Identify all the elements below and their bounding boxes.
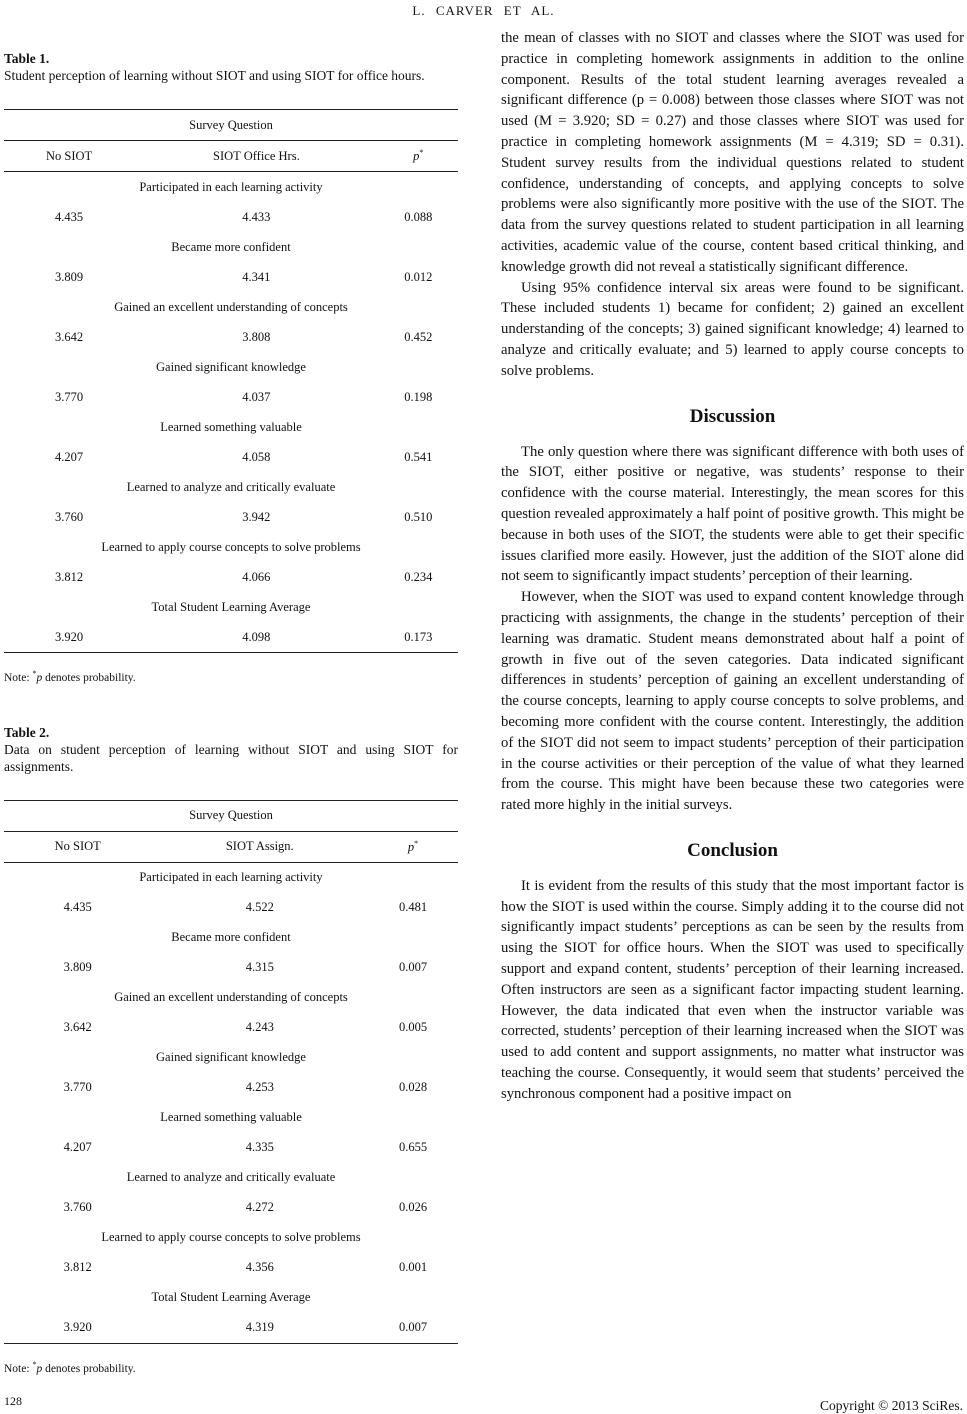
siot-value: 4.341 <box>242 269 271 284</box>
column-header-label: p <box>407 839 415 854</box>
p-value: 0.510 <box>404 509 433 524</box>
no-siot-value: 3.809 <box>55 269 84 284</box>
page-number: 128 <box>4 1394 22 1408</box>
note-mark: * <box>32 1359 37 1369</box>
no-siot-value: 3.642 <box>63 1020 92 1035</box>
note-prefix: Note: <box>4 671 33 684</box>
siot-value: 4.058 <box>242 449 271 464</box>
column-header-label: p <box>413 149 420 164</box>
p-value: 0.028 <box>398 1080 428 1095</box>
column-header <box>4 831 151 862</box>
no-siot-value: 3.760 <box>55 509 84 524</box>
question-row <box>4 472 458 502</box>
question-row <box>4 923 458 953</box>
table-note <box>4 669 458 684</box>
p-value: 0.173 <box>379 622 458 653</box>
note-text: denotes probability. <box>42 671 136 684</box>
column-header-label: No SIOT <box>45 148 93 163</box>
column-header <box>368 831 458 862</box>
survey-question: Learned something valuable <box>160 1110 302 1125</box>
table-caption: Data on student perception of learning without SIOT and using SIOT for assignments. <box>4 741 458 774</box>
note-p: p <box>36 671 43 684</box>
siot-value: 4.319 <box>151 1313 368 1344</box>
note-mark: * <box>32 669 37 678</box>
survey-question: Participated in each learning activity <box>139 179 323 194</box>
survey-question: Learned to analyze and critically evaluate <box>126 479 336 494</box>
left-column <box>4 50 458 1375</box>
p-mark: * <box>419 147 424 157</box>
siot-value: 4.356 <box>245 1260 274 1275</box>
table-2-block <box>4 724 458 1375</box>
p-value: 0.007 <box>398 960 428 975</box>
column-header-label: SIOT Assign. <box>225 839 294 854</box>
no-siot-value: 4.435 <box>55 209 84 224</box>
group-header: Survey Question <box>4 800 458 831</box>
table-label: Table 1. <box>4 51 50 66</box>
survey-question: Became more confident <box>171 239 291 254</box>
table-row <box>4 622 458 653</box>
column-header-row <box>4 831 458 862</box>
discussion-paragraph-2: However, when the SIOT was used to expand content knowledge through practicing with assignments, the change in the students’ perception of their learning was dramatic. Student means demonstrated about half a point of growth in five out of the seven categories. Data indicated significant differences in students’ perception of gaining an excellent understanding of the course concepts, learning to apply course concepts to solve problems, and becoming more confident with the course content. Interestingly, the addition of the SIOT did not seem to impact students’ perception of their participation in the course activities or their perception of the value of what they learned from the course. This might have been because these two categories were rated more highly in the initial surveys. <box>501 589 964 814</box>
siot-value: 4.315 <box>245 960 274 975</box>
conclusion-paragraph: It is evident from the results of this study that the most important factor is how the SIOT is used within the course. Simply adding it to the course did not significantly impact students’ perceptions as can be seen by the results from using the SIOT for office hours. When the SIOT was used to specifically support and expand content, students’ perception of their learning increased. Often instructors are seen as a significant factor impacting student learning. However, the data indicated that even when the instructor variable was corrected, students’ perception of their learning increased when the SIOT was used to add content and support assignments, no matter what instructor was teaching the course. Consequently, it would seem that students’ perceived the synchronous component had a positive impact on <box>501 877 964 1102</box>
no-siot-value: 3.809 <box>63 960 92 975</box>
question-row <box>4 292 458 322</box>
column-header <box>151 831 368 862</box>
table-caption: Student perception of learning without SIOT and using SIOT for office hours. <box>4 68 425 83</box>
p-value: 0.007 <box>368 1313 458 1344</box>
table-row <box>4 202 458 232</box>
column-header <box>379 141 458 172</box>
siot-value: 4.066 <box>242 569 271 584</box>
question-row <box>4 983 458 1013</box>
table-row <box>4 893 458 923</box>
table-1-block <box>4 50 458 684</box>
column-header-label: SIOT Office Hrs. <box>213 148 300 163</box>
p-value: 0.541 <box>404 449 433 464</box>
question-row <box>4 412 458 442</box>
siot-value: 4.253 <box>245 1080 274 1095</box>
note-text: denotes probability. <box>42 1362 136 1375</box>
no-siot-value: 3.920 <box>4 622 134 653</box>
p-value: 0.012 <box>404 269 433 284</box>
p-value: 0.655 <box>398 1140 428 1155</box>
siot-value: 4.335 <box>245 1140 274 1155</box>
p-value: 0.088 <box>404 209 433 224</box>
no-siot-value: 3.812 <box>63 1260 92 1275</box>
note-prefix: Note: <box>4 1362 33 1375</box>
question-row <box>4 1223 458 1253</box>
table-row <box>4 1133 458 1163</box>
running-head: L. CARVER ET AL. <box>412 3 555 18</box>
table-row <box>4 322 458 352</box>
siot-value: 4.433 <box>242 209 271 224</box>
no-siot-value: 3.770 <box>55 389 84 404</box>
no-siot-value: 4.207 <box>55 449 84 464</box>
copyright: Copyright © 2013 SciRes. <box>819 1398 963 1413</box>
question-row <box>4 1163 458 1193</box>
table-row <box>4 1313 458 1344</box>
table-row <box>4 1193 458 1223</box>
right-column <box>501 28 964 1105</box>
question-row <box>4 1103 458 1133</box>
survey-question: Total Student Learning Average <box>151 599 311 614</box>
table-label: Table 2. <box>4 724 50 740</box>
question-row <box>4 862 458 893</box>
survey-question: Gained an excellent understanding of concepts <box>114 990 348 1005</box>
data-table <box>4 109 458 653</box>
p-mark: * <box>414 838 419 848</box>
siot-value: 4.272 <box>245 1200 274 1215</box>
siot-value: 3.808 <box>242 329 271 344</box>
survey-question: Learned to apply course concepts to solve problems <box>101 1230 361 1245</box>
no-siot-value: 3.812 <box>55 569 84 584</box>
table-row <box>4 382 458 412</box>
question-row <box>4 232 458 262</box>
question-row <box>4 1043 458 1073</box>
results-paragraph-1: the mean of classes with no SIOT and classes where the SIOT was used for practice in completing homework assignments in addition to the online component. Results of the total student learning averages revealed a significant difference (p = 0.008) between those classes where SIOT was not used (M = 3.920; SD = 0.27) and those classes where SIOT was used for practice in completing homework assignments (M = 4.319; SD = 0.31). Student survey results from the individual questions related to student confidence, understanding of concepts, and applying concepts to solve problems were also significantly more positive with the use of the SIOT. The data from the survey questions related to student participation in all learning activities, academic value of the course, content based critical thinking, and knowledge growth did not reveal a statistically significant difference. <box>501 30 964 275</box>
column-header-label: No SIOT <box>54 839 101 854</box>
p-value: 0.198 <box>404 389 433 404</box>
table-row <box>4 1073 458 1103</box>
data-table <box>4 800 458 1344</box>
p-value: 0.234 <box>404 569 433 584</box>
siot-value: 4.098 <box>134 622 378 653</box>
question-row <box>4 532 458 562</box>
question-row <box>4 352 458 382</box>
column-header-row <box>4 141 458 172</box>
survey-question: Learned something valuable <box>160 419 302 434</box>
table-note <box>4 1360 458 1375</box>
group-header-row <box>4 800 458 831</box>
column-header <box>4 141 134 172</box>
table-row <box>4 1253 458 1283</box>
p-value: 0.452 <box>404 329 433 344</box>
survey-question: Became more confident <box>171 930 291 945</box>
note-p: p <box>36 1362 43 1375</box>
p-value: 0.026 <box>398 1200 428 1215</box>
question-row <box>4 1283 458 1313</box>
no-siot-value: 3.920 <box>4 1313 151 1344</box>
survey-question: Gained significant knowledge <box>156 359 306 374</box>
question-row <box>4 592 458 622</box>
question-row <box>4 172 458 203</box>
p-value: 0.001 <box>398 1260 428 1275</box>
survey-question: Learned to apply course concepts to solve problems <box>101 539 361 554</box>
group-header: Survey Question <box>4 110 458 141</box>
group-header-row <box>4 110 458 141</box>
results-paragraph-2: Using 95% confidence interval six areas were found to be significant. These included students 1) became for confident; 2) gained an excellent understanding of the concepts; 3) gained significant knowledge; 4) learned to analyze and critically evaluate; and 5) learned to apply course concepts to solve problems. <box>501 279 964 379</box>
no-siot-value: 4.435 <box>63 900 92 915</box>
conclusion-heading: Conclusion <box>687 839 778 861</box>
siot-value: 4.243 <box>245 1020 274 1035</box>
siot-value: 3.942 <box>242 509 271 524</box>
survey-question: Gained an excellent understanding of concepts <box>114 299 348 314</box>
survey-question: Gained significant knowledge <box>156 1050 306 1065</box>
no-siot-value: 3.770 <box>63 1080 92 1095</box>
survey-question: Learned to analyze and critically evaluate <box>126 1170 336 1185</box>
table-row <box>4 442 458 472</box>
table-row <box>4 562 458 592</box>
p-value: 0.481 <box>398 900 428 915</box>
discussion-heading: Discussion <box>689 405 776 427</box>
no-siot-value: 4.207 <box>63 1140 92 1155</box>
p-value: 0.005 <box>398 1020 428 1035</box>
survey-question: Participated in each learning activity <box>139 870 323 885</box>
column-header <box>134 141 378 172</box>
no-siot-value: 3.760 <box>63 1200 92 1215</box>
discussion-paragraph-1: The only question where there was significant difference with both uses of the SIOT, either positive or negative, was students’ response to their confidence with the course material. Interestingly, the mean scores for this question revealed approximately a half point of positive growth. This might be because in both uses of the SIOT, the students were able to get their specific issues clarified more easily. However, just the addition of the SIOT alone did not seem to significantly impact students’ perception of their learning. <box>501 443 964 585</box>
siot-value: 4.037 <box>242 389 271 404</box>
siot-value: 4.522 <box>245 900 274 915</box>
table-row <box>4 1013 458 1043</box>
table-row <box>4 502 458 532</box>
table-row <box>4 262 458 292</box>
survey-question: Total Student Learning Average <box>151 1290 311 1305</box>
no-siot-value: 3.642 <box>55 329 84 344</box>
table-row <box>4 953 458 983</box>
